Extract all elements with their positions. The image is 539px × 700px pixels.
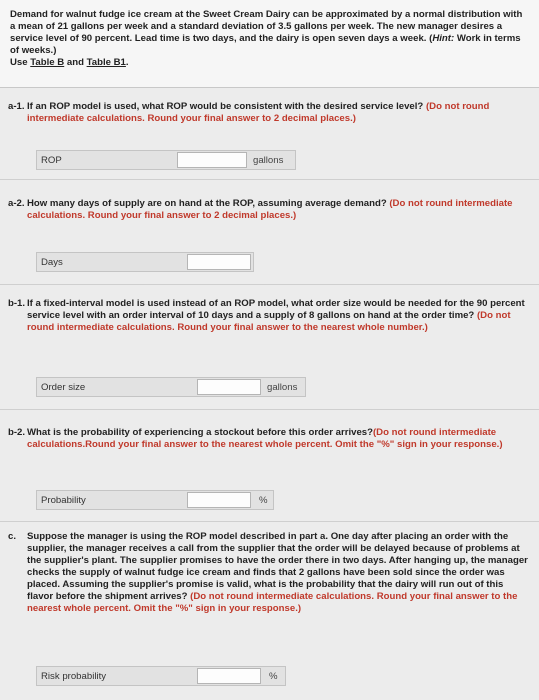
question-a2: [0, 180, 539, 285]
question-body: Suppose the manager is using the ROP model described in part a. One day after placing an order with the supplier, the manager receives a call from the supplier that the order will be delayed because of problems at the supplier's plant. The supplier promises to have the order there in two days. After hanging up, the manager checks the supply of walnut fudge ice cream and finds that 2 gallons have been sold since the order was placed. Assuming the supplier's promise is valid, what is the probability that the dairy will run out of this flavor before the shipment arrives?: [27, 531, 528, 602]
question-body: If a fixed-interval model is used instead of an ROP model, what order size would be needed for the 90 percent service level with an order interval of 10 days and a supply of 8 gallons on hand at the order time?: [27, 298, 525, 321]
question-b1-text: [8, 298, 532, 334]
hint-text: Work in terms of weeks.): [10, 33, 521, 56]
instruction-text: (Do not round intermediate calculations.Round your final answer to the nearest whole percent. Omit the "%" sign in your response.): [27, 427, 503, 450]
instruction-text: (Do not round intermediate calculations. Round your final answer to 2 decimal places.): [27, 198, 513, 221]
question-c-text: [8, 531, 532, 615]
instruction-text: (Do not round intermediate calculations. Round your final answer to 2 decimal places.): [27, 101, 490, 124]
probability-input[interactable]: [187, 492, 251, 508]
answer-row-risk-probability: [36, 666, 286, 686]
unit-label: %: [269, 671, 278, 682]
answer-label: Probability: [41, 495, 86, 506]
table-b-link[interactable]: Table B: [30, 57, 65, 68]
table-b1-link[interactable]: Table B1: [86, 57, 126, 68]
order-size-input[interactable]: [197, 379, 261, 395]
question-number: c.: [8, 531, 17, 542]
instruction-text: (Do not round intermediate calculations. Round your final answer to the nearest whole percent. Omit the "%" sign in your response.): [27, 591, 518, 614]
answer-row-probability: [36, 490, 274, 510]
question-body: What is the probability of experiencing a stockout before this order arrives?: [27, 427, 373, 438]
answer-label: Days: [41, 257, 63, 268]
question-b2: [0, 410, 539, 522]
hint-label: Hint:: [432, 33, 455, 44]
instruction-text: (Do not round intermediate calculations. Round your final answer to the nearest whole number.): [27, 310, 511, 333]
answer-label: ROP: [41, 155, 62, 166]
question-a2-text: [8, 198, 532, 222]
answer-row-days: [36, 252, 254, 272]
unit-label: gallons: [267, 382, 298, 393]
question-number: a-2.: [8, 198, 25, 209]
question-number: a-1.: [8, 101, 25, 112]
problem-text: Demand for walnut fudge ice cream at the Sweet Cream Dairy can be approximated by a normal distribution with a mean of 21 gallons per week and a standard deviation of 3.5 gallons per week. The new manager desires a service level of 90 percent. Lead time is two days, and the dairy is open seven days a week. (: [10, 9, 523, 44]
period-text: .: [125, 57, 129, 68]
rop-input[interactable]: [177, 152, 247, 168]
question-b2-text: [8, 427, 532, 451]
problem-statement: [0, 0, 539, 88]
unit-label: gallons: [253, 155, 284, 166]
use-text: Use: [10, 57, 31, 68]
question-b1: [0, 285, 539, 410]
answer-row-order-size: [36, 377, 306, 397]
question-number: b-1.: [8, 298, 26, 309]
question-c: [0, 522, 539, 700]
question-body: If an ROP model is used, what ROP would be consistent with the desired service level?: [27, 101, 426, 112]
answer-label: Order size: [41, 382, 86, 393]
and-text: and: [64, 57, 87, 68]
days-input[interactable]: [187, 254, 251, 270]
question-number: b-2.: [8, 427, 26, 438]
unit-label: %: [259, 495, 268, 506]
question-body: How many days of supply are on hand at the ROP, assuming average demand?: [27, 198, 390, 209]
question-a1: [0, 88, 539, 180]
answer-label: Risk probability: [41, 671, 107, 682]
question-a1-text: [8, 101, 532, 125]
risk-probability-input[interactable]: [197, 668, 261, 684]
answer-row-rop: [36, 150, 296, 170]
